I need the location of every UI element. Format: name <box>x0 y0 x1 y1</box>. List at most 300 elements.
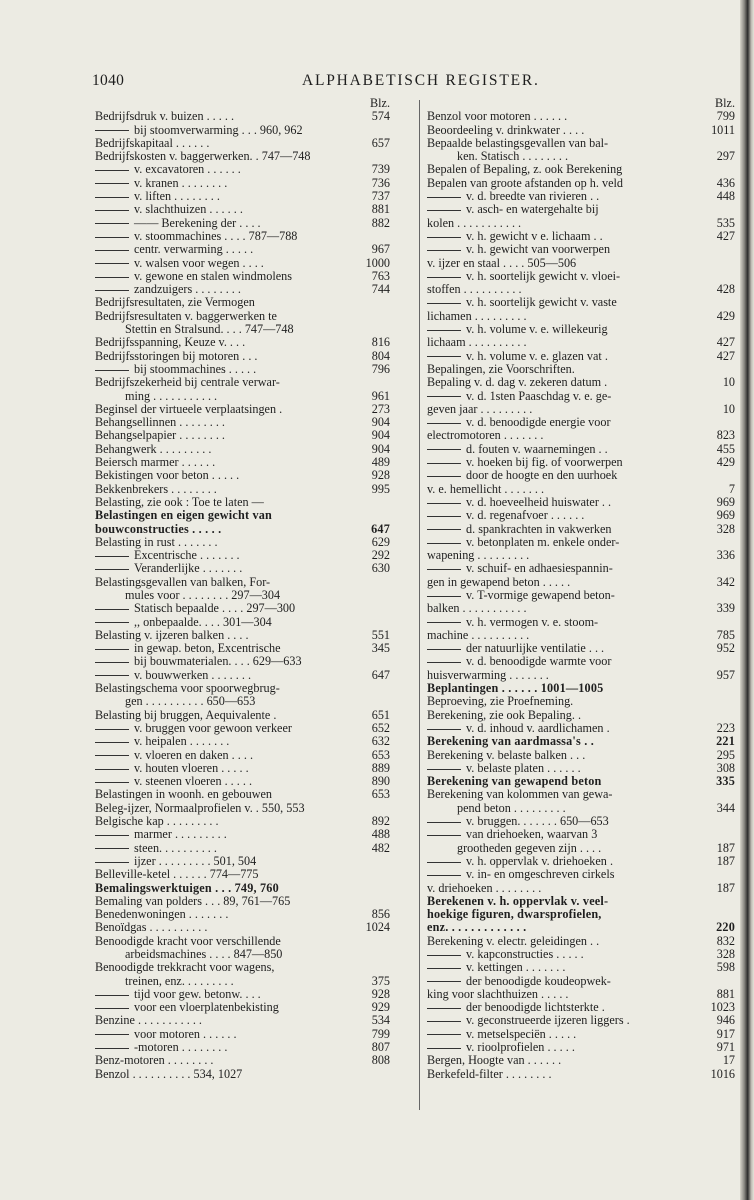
entry-page: 799 <box>716 109 735 124</box>
entry-label: Bedrijfsresultaten v. baggerwerken te <box>95 308 277 323</box>
entry-label: Benoïdgas . . . . . . . . . . <box>95 920 208 935</box>
entry-text <box>427 483 544 496</box>
entry-page: 223 <box>716 720 735 735</box>
entry-page: 1011 <box>711 122 735 137</box>
entry-page: 928 <box>371 986 390 1001</box>
entry-text <box>95 177 227 190</box>
entry-text <box>95 709 276 722</box>
index-entry <box>427 1014 735 1027</box>
entry-text <box>427 629 529 642</box>
index-entry <box>427 735 735 748</box>
entry-label: v. belaste platen . . . . . . <box>466 760 581 775</box>
entry-text <box>427 243 610 256</box>
entry-text <box>95 828 227 841</box>
entry-text <box>427 722 610 735</box>
entry-text <box>95 363 256 376</box>
index-entry <box>95 1014 390 1027</box>
entry-text <box>427 882 541 895</box>
entry-page: 630 <box>371 561 390 576</box>
entry-page: 448 <box>716 189 735 204</box>
index-entry <box>427 868 735 881</box>
index-entry <box>95 429 390 442</box>
index-entry <box>95 509 390 522</box>
entry-label: d. fouten v. waarnemingen . . <box>466 441 608 456</box>
entry-text <box>95 509 272 522</box>
entry-page: 971 <box>716 1040 735 1055</box>
entry-text <box>95 350 257 363</box>
entry-text <box>427 788 612 801</box>
entry-text <box>95 935 281 948</box>
entry-text <box>95 655 302 668</box>
entry-text <box>95 283 241 296</box>
entry-page: 342 <box>716 574 735 589</box>
repeat-dash <box>427 277 461 278</box>
index-entry <box>95 376 390 389</box>
entry-text <box>427 1041 575 1054</box>
entry-text <box>427 576 570 589</box>
index-entry <box>95 536 390 549</box>
entry-page: 946 <box>716 1013 735 1028</box>
entry-label: Benzol . . . . . . . . . . 534, 1027 <box>95 1066 243 1081</box>
repeat-dash <box>427 210 461 211</box>
index-entry <box>427 589 735 602</box>
entry-label: gen . . . . . . . . . . 650—653 <box>125 694 256 709</box>
page-title: ALPHABETISCH REGISTER. <box>302 72 540 89</box>
entry-text <box>95 163 241 176</box>
repeat-dash <box>427 237 461 238</box>
entry-label: Bepalingen, zie Voorschriften. <box>427 361 575 376</box>
entry-page: 339 <box>716 601 735 616</box>
repeat-dash <box>95 755 129 756</box>
index-entry <box>427 576 735 589</box>
entry-page: 647 <box>371 667 390 682</box>
entry-label: Bedrijfsspanning, Keuze v. . . . <box>95 335 246 350</box>
entry-page: 904 <box>371 415 390 430</box>
entry-text <box>427 350 608 363</box>
entry-label: enz. . . . . . . . . . . . . <box>427 920 527 935</box>
repeat-dash <box>95 848 129 849</box>
entry-label: grootheden gegeven zijn . . . . <box>457 840 602 855</box>
index-entry <box>427 496 735 509</box>
entry-label: v. ijzer en staal . . . . 505—506 <box>427 255 577 270</box>
entry-page: 763 <box>371 268 390 283</box>
entry-page: 647 <box>371 521 390 536</box>
entry-text <box>427 190 599 203</box>
entry-text <box>95 190 220 203</box>
entry-page: 967 <box>371 242 390 257</box>
entry-text <box>427 908 602 921</box>
column-divider <box>419 100 420 1110</box>
index-entry <box>427 1028 735 1041</box>
entry-label: Belastingsgevallen van balken, For- <box>95 574 271 589</box>
index-entry <box>427 948 735 961</box>
entry-label: Berekening, zie ook Bepaling. . <box>427 707 581 722</box>
entry-page: 739 <box>371 162 390 177</box>
entry-page: 629 <box>371 534 390 549</box>
index-entry <box>427 456 735 469</box>
entry-label: v. asch- en watergehalte bij <box>466 202 599 217</box>
entry-text <box>95 589 280 602</box>
entry-label: v. houten vloeren . . . . . <box>134 760 249 775</box>
index-entry <box>95 1041 390 1054</box>
index-entry <box>95 549 390 562</box>
index-entry <box>95 163 390 176</box>
entry-text <box>427 110 567 123</box>
entry-page: 1023 <box>710 1000 735 1015</box>
entry-text <box>95 961 274 974</box>
entry-text <box>427 137 608 150</box>
entry-label: Statisch bepaalde . . . . 297—300 <box>134 601 296 616</box>
entry-text <box>95 882 279 895</box>
entry-label: electromotoren . . . . . . . <box>427 428 544 443</box>
entry-text <box>427 456 623 469</box>
entry-text <box>95 842 217 855</box>
entry-label: v. walsen voor wegen . . . . <box>134 255 264 270</box>
entry-label: van driehoeken, waarvan 3 <box>466 827 598 842</box>
entry-page: 273 <box>371 401 390 416</box>
entry-text <box>427 1001 605 1014</box>
index-entry <box>95 722 390 735</box>
entry-text <box>427 828 597 841</box>
entry-label: v. liften . . . . . . . . <box>134 189 220 204</box>
entry-label: Veranderlijke . . . . . . . <box>134 561 243 576</box>
entry-text <box>427 895 608 908</box>
entry-label: huisverwarming . . . . . . . <box>427 667 549 682</box>
index-entry <box>95 961 390 974</box>
repeat-dash <box>95 1034 129 1035</box>
entry-text <box>95 815 219 828</box>
entry-text <box>427 1014 630 1027</box>
index-entry <box>427 562 735 575</box>
entry-label: Bedrijfsstoringen bij motoren . . . <box>95 348 258 363</box>
entry-text <box>427 177 623 190</box>
entry-label: zandzuigers . . . . . . . . <box>134 282 241 297</box>
index-entry <box>427 296 735 309</box>
entry-text <box>95 110 234 123</box>
entry-label: v. schuif- en adhaesiespannin- <box>466 561 613 576</box>
entry-page: 10 <box>722 375 735 390</box>
index-entry <box>95 842 390 855</box>
entry-label: v. d. breedte van rivieren . . <box>466 189 600 204</box>
index-entry <box>95 908 390 921</box>
index-entry <box>427 682 735 695</box>
repeat-dash <box>427 622 461 623</box>
entry-page: 736 <box>371 175 390 190</box>
entry-text <box>427 775 602 788</box>
index-entry <box>95 562 390 575</box>
repeat-dash <box>427 529 461 530</box>
index-entry <box>427 509 735 522</box>
entry-label: —— Berekening der . . . . <box>134 215 261 230</box>
repeat-dash <box>427 396 461 397</box>
entry-label: v. kranen . . . . . . . . <box>134 175 228 190</box>
repeat-dash <box>95 237 129 238</box>
index-entry <box>427 336 735 349</box>
index-entry <box>95 1054 390 1067</box>
entry-text <box>427 642 604 655</box>
entry-label: Berekening v. belaste balken . . . <box>427 747 586 762</box>
repeat-dash <box>95 130 129 131</box>
entry-text <box>95 1068 242 1081</box>
index-entry <box>427 310 735 323</box>
entry-text <box>427 283 522 296</box>
repeat-dash <box>427 862 461 863</box>
entry-label: Benoodigde trekkracht voor wagens, <box>95 960 275 975</box>
entry-page: 344 <box>716 800 735 815</box>
index-entry <box>95 416 390 429</box>
entry-text <box>427 762 581 775</box>
index-entry <box>427 815 735 828</box>
entry-label: marmer . . . . . . . . . <box>134 827 227 842</box>
index-entry <box>427 616 735 629</box>
entry-page: 535 <box>716 215 735 230</box>
entry-page: 889 <box>371 760 390 775</box>
repeat-dash <box>427 596 461 597</box>
entry-label: hoekige figuren, dwarsprofielen, <box>427 907 602 922</box>
repeat-dash <box>95 835 129 836</box>
entry-label: v. d. 1sten Paaschdag v. e. ge- <box>466 388 612 403</box>
entry-label: Belasting in rust . . . . . . . <box>95 534 218 549</box>
entry-page: 904 <box>371 441 390 456</box>
right-index-column <box>427 97 735 1081</box>
repeat-dash <box>427 303 461 304</box>
index-entry <box>427 230 735 243</box>
entry-label: machine . . . . . . . . . . <box>427 627 530 642</box>
entry-label: v. metselspeciën . . . . . <box>466 1026 577 1041</box>
index-entry <box>427 642 735 655</box>
repeat-dash <box>427 729 461 730</box>
entry-page: 928 <box>371 468 390 483</box>
entry-text <box>427 602 527 615</box>
entry-text <box>95 124 303 137</box>
entry-page: 574 <box>371 109 390 124</box>
index-entry <box>427 283 735 296</box>
entry-text <box>427 549 529 562</box>
index-entry <box>427 655 735 668</box>
entry-label: v. h. volume v. e. glazen vat . <box>466 348 608 363</box>
repeat-dash <box>427 197 461 198</box>
entry-text <box>95 1054 213 1067</box>
index-entry <box>427 975 735 988</box>
entry-text <box>427 496 611 509</box>
entry-page: 969 <box>716 508 735 523</box>
entry-text <box>95 616 272 629</box>
entry-text <box>95 416 225 429</box>
repeat-dash <box>95 263 129 264</box>
index-entry <box>427 443 735 456</box>
entry-text <box>95 217 261 230</box>
entry-label: Behangselpapier . . . . . . . . <box>95 428 225 443</box>
repeat-dash <box>427 1008 461 1009</box>
entry-text <box>95 868 258 881</box>
entry-text <box>95 802 305 815</box>
entry-label: ming . . . . . . . . . . . <box>125 388 218 403</box>
entry-label: v. d. regenafvoer . . . . . . <box>466 508 585 523</box>
entry-label: treinen, enz. . . . . . . . . <box>125 973 234 988</box>
repeat-dash <box>427 769 461 770</box>
entry-page: 652 <box>371 720 390 735</box>
entry-label: Berekening van gewapend beton <box>427 774 602 789</box>
repeat-dash <box>95 223 129 224</box>
repeat-dash <box>427 356 461 357</box>
index-entry <box>427 124 735 137</box>
index-entry <box>427 536 735 549</box>
entry-label: Bepaalde belastingsgevallen van bal- <box>427 135 609 150</box>
entry-label: Belgische kap . . . . . . . . . <box>95 814 219 829</box>
entry-text <box>427 403 532 416</box>
entry-label: Bekkenbrekers . . . . . . . . <box>95 481 217 496</box>
entry-text <box>95 576 270 589</box>
entry-text <box>95 150 311 163</box>
index-entry <box>427 323 735 336</box>
entry-label: v. kapconstructies . . . . . <box>466 947 584 961</box>
entry-label: v. rioolprofielen . . . . . <box>466 1040 575 1055</box>
entry-page: 328 <box>716 947 735 961</box>
entry-text <box>95 948 282 961</box>
index-entry <box>427 483 735 496</box>
repeat-dash <box>427 835 461 836</box>
entry-label: lichaam . . . . . . . . . . <box>427 335 527 350</box>
entry-label: Belastingen en eigen gewicht van <box>95 508 273 523</box>
repeat-dash <box>95 649 129 650</box>
index-entry <box>427 190 735 203</box>
left-index-column <box>95 97 390 1081</box>
page-header <box>92 72 732 92</box>
entry-text <box>427 443 608 456</box>
index-entry <box>95 895 390 908</box>
entry-text <box>427 310 527 323</box>
index-entry <box>427 709 735 722</box>
entry-text <box>95 669 251 682</box>
repeat-dash <box>427 250 461 251</box>
entry-text <box>95 722 292 735</box>
entry-page: 1000 <box>365 255 390 270</box>
entry-text <box>95 855 256 868</box>
index-entry <box>427 469 735 482</box>
index-entry <box>427 177 735 190</box>
entry-page: 336 <box>716 548 735 563</box>
repeat-dash <box>427 968 461 969</box>
entry-text <box>427 1054 561 1067</box>
repeat-dash <box>427 875 461 876</box>
entry-page: 598 <box>716 960 735 975</box>
entry-text <box>95 988 261 1001</box>
index-entry <box>427 163 735 176</box>
repeat-dash <box>95 250 129 251</box>
entry-page: 969 <box>716 494 735 509</box>
entry-label: Benoodigde kracht voor verschillende <box>95 933 281 948</box>
repeat-dash <box>427 1021 461 1022</box>
entry-label: Beiersch marmer . . . . . . <box>95 455 216 470</box>
index-entry <box>427 150 735 163</box>
entry-text <box>95 270 292 283</box>
entry-label: Behangsellinnen . . . . . . . . <box>95 415 225 430</box>
entry-page: 292 <box>371 548 390 563</box>
index-entry <box>95 310 390 323</box>
blz-heading-left: Blz. <box>370 96 390 110</box>
entry-page: 220 <box>716 920 735 935</box>
index-entry <box>427 350 735 363</box>
index-entry <box>427 270 735 283</box>
entry-page: 297 <box>716 149 735 164</box>
entry-text <box>95 203 243 216</box>
entry-page: 7 <box>728 481 735 496</box>
entry-text <box>427 868 614 881</box>
entry-label: bij stoommachines . . . . . <box>134 361 257 376</box>
entry-text <box>427 416 611 429</box>
entry-label: voor een vloerplatenbekisting <box>134 1000 279 1015</box>
index-entry <box>427 895 735 908</box>
entry-label: v. driehoeken . . . . . . . . <box>427 880 542 895</box>
entry-label: Bekistingen voor beton . . . . . <box>95 468 240 483</box>
repeat-dash <box>95 782 129 783</box>
entry-text <box>95 496 264 509</box>
entry-text <box>427 562 613 575</box>
entry-text <box>95 788 272 801</box>
entry-text <box>95 735 229 748</box>
entry-page: 335 <box>716 774 735 789</box>
entry-text <box>427 975 611 988</box>
entry-text <box>95 682 280 695</box>
entry-page: 328 <box>716 521 735 536</box>
entry-label: bouwconstructies . . . . . <box>95 521 222 536</box>
entry-text <box>427 616 598 629</box>
entry-text <box>95 921 207 934</box>
entry-label: Bedrijfsresultaten, zie Vermogen <box>95 295 255 310</box>
entry-page: 804 <box>371 348 390 363</box>
index-entry <box>427 390 735 403</box>
index-entry <box>427 1068 735 1081</box>
entry-label: Belleville-ketel . . . . . . 774—775 <box>95 867 259 882</box>
entry-page: 221 <box>716 734 735 749</box>
repeat-dash <box>95 556 129 557</box>
repeat-dash <box>427 569 461 570</box>
entry-label: ijzer . . . . . . . . . 501, 504 <box>134 853 257 868</box>
entry-text <box>95 243 253 256</box>
entry-text <box>427 336 527 349</box>
entry-label: Behangwerk . . . . . . . . . <box>95 441 212 456</box>
entry-page: 785 <box>716 627 735 642</box>
page-number: 1040 <box>92 72 125 89</box>
index-entry <box>95 948 390 961</box>
entry-text <box>95 310 277 323</box>
entry-label: v. gewone en stalen windmolens <box>134 268 292 283</box>
entry-text <box>427 257 576 270</box>
entry-label: wapening . . . . . . . . . <box>427 548 530 563</box>
index-entry <box>95 110 390 123</box>
repeat-dash <box>427 423 461 424</box>
entry-label: arbeidsmachines . . . . 847—850 <box>125 947 283 961</box>
repeat-dash <box>95 1008 129 1009</box>
entry-page: 904 <box>371 428 390 443</box>
repeat-dash <box>427 449 461 450</box>
entry-label: v. h. soortelijk gewicht v. vaste <box>466 295 617 310</box>
entry-label: v. kettingen . . . . . . . <box>466 960 566 975</box>
entry-page: 429 <box>716 308 735 323</box>
entry-page: 482 <box>371 840 390 855</box>
entry-text <box>427 217 521 230</box>
repeat-dash <box>95 290 129 291</box>
index-entry <box>427 788 735 801</box>
index-entry <box>95 629 390 642</box>
index-entry <box>95 802 390 815</box>
entry-text <box>427 203 599 216</box>
repeat-dash <box>95 769 129 770</box>
index-entry <box>427 257 735 270</box>
entry-label: Benzine . . . . . . . . . . . <box>95 1013 202 1028</box>
repeat-dash <box>427 1048 461 1049</box>
entry-page: 17 <box>722 1053 735 1068</box>
